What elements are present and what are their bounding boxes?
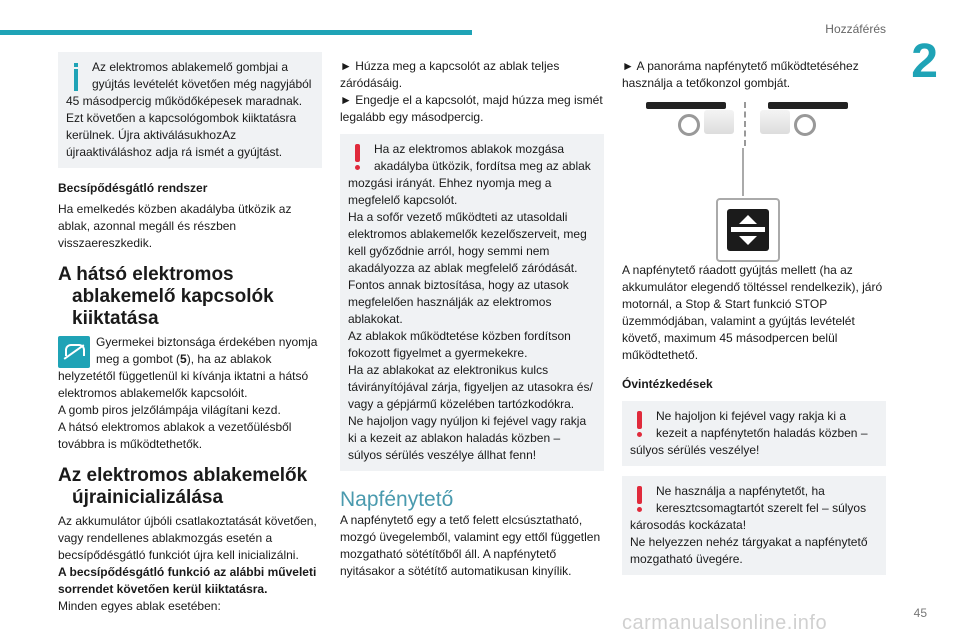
warn-line-4: Az ablakok működtetése közben fordítson fokozott figyelmet a gyermekekre. bbox=[348, 329, 571, 360]
heading-rear-line1: A hátsó elektromos bbox=[58, 264, 234, 285]
warning-icon bbox=[630, 483, 650, 515]
paragraph-antipinch: Ha emelkedés közben akadályba ütközik az ablak, azonnal megáll és részben visszaereszkedik. bbox=[58, 202, 292, 250]
heading-antipinch: Becsípődésgátló rendszer bbox=[58, 181, 208, 195]
heading-rear-switches bbox=[58, 264, 322, 330]
rear-1a: Gyermekei biztonsága érdekében nyomja meg a gombot ( bbox=[96, 335, 318, 366]
info-icon bbox=[66, 59, 86, 91]
chapter-number: 2 bbox=[911, 35, 938, 88]
paragraph-sunroof-operation: A napfénytető ráadott gyújtás mellett (ha az akkumulátor elegendő töltéssel rendelkezik), járó motornál, a Stop & Start funkció STOP üzemmódjában, valamint a gyújtás levételét követő, maximum 45 másodpercen belül működtethető. bbox=[622, 263, 883, 362]
column-3 bbox=[622, 58, 886, 575]
warn2a-text: Ne használja a napfénytetőt, ha keresztcsomagtartót szerelt fel – súlyos károsodás kockázata! bbox=[630, 484, 867, 532]
step-2: ► Engedje el a kapcsolót, majd húzza meg ismét legalább egy másodpercig. bbox=[340, 93, 603, 124]
roof-console-diagram bbox=[622, 100, 886, 258]
roof-panel-right bbox=[758, 100, 858, 146]
paragraph-rear-3: A hátsó elektromos ablakok a vezetőülésből továbbra is működtethetők. bbox=[58, 420, 292, 451]
warn1-text: Ne hajoljon ki fejével vagy rakja ki a kezeit a napfénytetőn haladás közben – súlyos sérülés veszélye! bbox=[630, 409, 868, 457]
steering-wheel-icon bbox=[678, 114, 700, 136]
info-box bbox=[58, 52, 322, 168]
warning-box-windows bbox=[340, 134, 604, 471]
info-box-text: Az elektromos ablakemelő gombjai a gyújtás levételét követően még nagyjából 45 másodpercig működőképesek maradnak. Ezt követően a kapcsológombok kiiktatásra kerülnek. Újra aktiválásukhozAz újraaktiváláshoz adja rá ismét a gyújtást. bbox=[66, 60, 312, 159]
header-accent-bar bbox=[0, 30, 472, 35]
roof-panel-left bbox=[636, 100, 736, 146]
sunroof-button-icon bbox=[716, 198, 780, 262]
heading-sunroof: Napfénytető bbox=[340, 488, 454, 511]
column-1 bbox=[58, 52, 322, 615]
section-title: Hozzáférés bbox=[825, 22, 886, 36]
sunroof-step: ► A panoráma napfénytető működtetéséhez használja a tetőkonzol gombját. bbox=[622, 59, 859, 90]
warning-icon bbox=[630, 408, 650, 440]
page-number: 45 bbox=[913, 606, 927, 620]
rear-1-number: 5 bbox=[180, 352, 187, 366]
paragraph-reinit-1: Az akkumulátor újbóli csatlakoztatását követően, vagy rendellenes ablakmozgás esetén a becsípődésgátló funkciót újra kell inicializálni. bbox=[58, 514, 317, 562]
paragraph-reinit-2: Minden egyes ablak esetében: bbox=[58, 599, 221, 613]
divider-line bbox=[744, 102, 746, 146]
paragraph-rear-2: A gomb piros jelzőlámpája világítani kezd. bbox=[58, 403, 281, 417]
heading-reinit bbox=[58, 465, 322, 509]
warn-line-3: Fontos annak biztosítása, hogy az utasok megfelelően használják az elektromos ablakokat. bbox=[348, 278, 569, 326]
warning-box-1 bbox=[622, 401, 886, 466]
column-2 bbox=[340, 58, 604, 580]
step-1: ► Húzza meg a kapcsolót az ablak teljes záródásáig. bbox=[340, 59, 560, 90]
paragraph-sunroof: A napfénytető egy a tető felett elcsúsztatható, mozgó üvegelemből, valamint egy ettől független mozgatható sötétítőből áll. A napfénytető nyitásakor a sötétítő automatikusan kinyílik. bbox=[340, 513, 601, 578]
heading-caution: Óvintézkedések bbox=[622, 377, 713, 391]
warn2b-text: Ne helyezzen nehéz tárgyakat a napfénytető mozgatható üvegére. bbox=[630, 535, 868, 566]
warning-box-2 bbox=[622, 476, 886, 575]
heading-reinit-line2: újrainicializálása bbox=[72, 487, 224, 508]
warn-line-2: Ha a sofőr vezető működteti az utasoldali elektromos ablakemelők kezelőszerveit, meg kell győződnie arról, hogy semmi nem akadályozza az ablak megfelelő záródását. bbox=[348, 210, 587, 275]
heading-rear-line2: ablakemelő kapcsolók bbox=[72, 286, 274, 307]
rear-1b: ), ha az ablakok helyzetétől függetlenül ki kívánja iktatni a hátsó elektromos ablakemelők kapcsolóit. bbox=[58, 352, 309, 400]
warn-line-5: Ha az ablakokat az elektronikus kulcs távirányítójával zárja, figyeljen az utasokra és/ vagy a gépjármű közelében tartózkodókra. bbox=[348, 363, 593, 411]
paragraph-rear-1 bbox=[58, 334, 322, 402]
callout-line bbox=[742, 148, 744, 196]
warn-line-6: Ne hajoljon vagy nyúljon ki fejével vagy rakja ki a kezeit az ablakon haladás közben – súlyos sérülés veszélye állhat fenn! bbox=[348, 414, 587, 462]
steering-wheel-icon bbox=[794, 114, 816, 136]
warning-icon bbox=[348, 141, 368, 173]
paragraph-reinit-bold: A becsípődésgátló funkció az alábbi műveleti sorrendet követően kerül kiiktatásra. bbox=[58, 565, 317, 596]
warn-line-1: Ha az elektromos ablakok mozgása akadályba ütközik, fordítsa meg az ablak mozgási irányát. Ehhez nyomja meg a megfelelő kapcsolót. bbox=[348, 142, 591, 207]
child-lock-icon bbox=[58, 336, 90, 368]
heading-reinit-line1: Az elektromos ablakemelők bbox=[58, 465, 308, 486]
heading-rear-line3: kiiktatása bbox=[72, 308, 159, 329]
watermark: carmanualsonline.info bbox=[622, 612, 828, 634]
